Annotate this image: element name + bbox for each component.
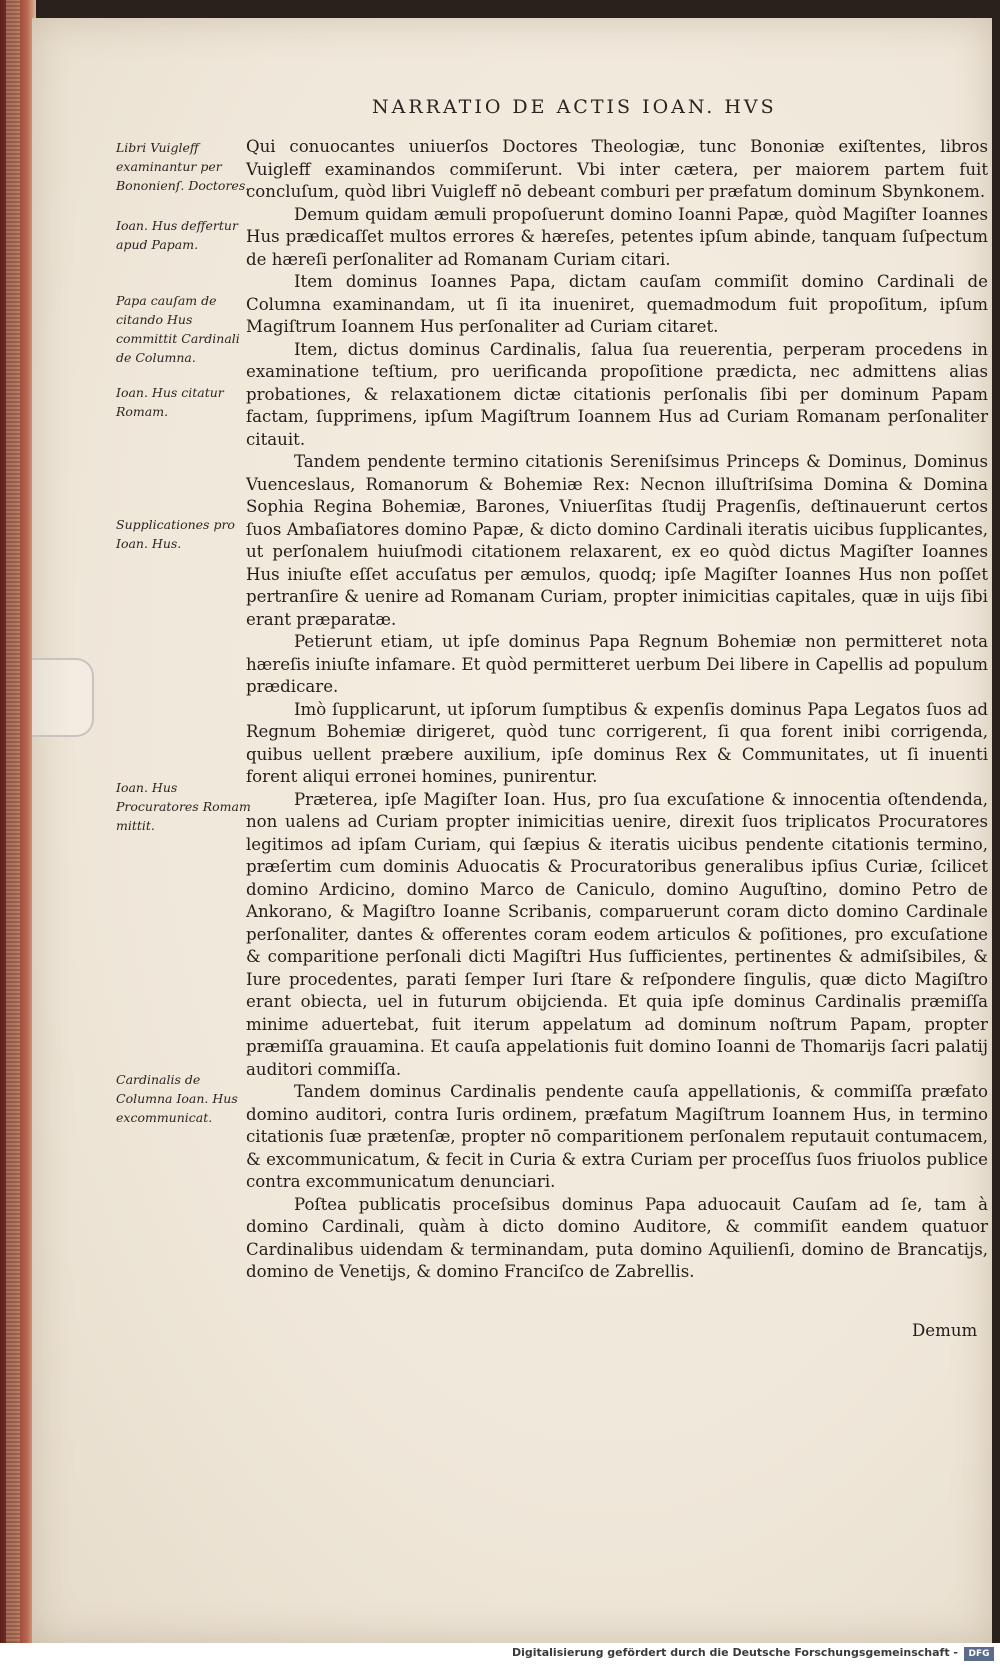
catchword: Demum [912,1321,978,1340]
side-note-5: Supplicationes pro Ioan. Hus. [116,517,235,551]
paragraph: Item dominus Ioannes Papa, dictam cauſam commiſit domino Cardinali de Columna examinandam, ut ſi ita inueniret, quemadmodum fuit propoſitum, ipſum Magiſtrum Ioannem Hus perſonaliter ad Curiam citaret. [246,272,988,336]
book-binding-edge [0,0,36,1665]
page-stack [6,0,20,1665]
side-note-7: Cardinalis de Columna Ioan. Hus excommunicat. [116,1072,238,1125]
paragraph: Imò ſupplicarunt, ut ipſorum ſumptibus & expenſis dominus Papa Legatos ſuos ad Regnum Bohemiæ dirigeret, quòd tunc corrigerent, ſi qua forent inibi corrigenda, quibus uellent præbere auxilium, ipſe dominus Rex & Communitates, ut ſi inuenti forent aliqui erronei homines, punirentur. [246,699,988,786]
paragraph: Demum quidam æmuli propoſuerunt domino Ioanni Papæ, quòd Magiſter Ioannes Hus prædicaſſet multos errores & hæreſes, petentes ipſum abinde, tanquam ſuſpectum de hæreſi perſonaliter ad Romanam Curiam citari. [246,204,988,269]
side-note-4: Ioan. Hus citatur Romam. [116,385,224,419]
paragraph: Tandem dominus Cardinalis pendente cauſa appellationis, & commiſſa præfato domino auditori, contra Iuris ordinem, præfatum Magiſtrum Ioannem Hus, in termino citationis ſuæ prætenſæ, propter nō comparitionem perſonalem reputauit contumacem, & excommunicatum, & fecit in Curia & extra Curiam per proceſſus ſuos friuolos publice contra excommunicatum denunciari. [246,1082,988,1191]
dfg-logo-icon: DFG [964,1647,994,1661]
side-note-1: Libri Vuigleff examinantur per Bononienſ. Doctores. [116,140,250,193]
book-page [32,18,992,1643]
paragraph: Tandem pendente termino citationis Sereniſsimus Princeps & Dominus, Dominus Vuenceslaus, Romanorum & Bohemiæ Rex: Necnon illuſtriſsima Domina & Domina Sophia Regina Bohemiæ, Barones, Vniuerſitas ſtudij Pragenſis, deſtinauerunt certos ſuos Ambaſiatores domino Papæ, & dicto domino Cardinali iteratis uicibus ſupplicantes, ut perſonalem huiuſmodi citationem relaxarent, ex eo quòd dictus Magiſter Ioannes Hus iniuſte eſſet accuſatus per æmulos, quodq; ipſe Magiſter Ioannes Hus non poſſet pertranſire & uenire ad Romanam Curiam, propter inimicitias capitales, quæ in uijs ſibi erant præparatæ. [246,452,988,629]
side-note-6: Ioan. Hus Procuratores Romam mittit. [116,780,251,833]
running-head: NARRATIO DE ACTIS IOAN. HVS [372,96,777,118]
bookmark-tab [32,658,94,737]
paragraph: Præterea, ipſe Magiſter Ioan. Hus, pro ſua excuſatione & innocentia oſtendenda, non ualens ad Curiam propter inimicitias uenire, direxit ſuos triplicatos Procuratores legitimos ad ipſam Curiam, qui ſæpius & iteratis uicibus pendente citationis termino, præſertim cum dominis Aduocatis & Procuratoribus generalibus ipſius Curiæ, ſcilicet domino Ardicino, domino Marco de Caniculo, domino Auguſtino, domino Petro de Ankorano, & Magiſtro Ioanne Scribanis, comparuerunt coram dicto domino Cardinale perſonaliter, dantes & offerentes coram eodem articulos & poſitiones, pro excuſatione & comparitione perſonali dicti Magiſtri Hus ſufficientes, pertinentes & admiſsibiles, & Iure procedentes, parati ſemper Iuri ſtare & reſpondere ſingulis, quæ dicto Magiſtro erant obiecta, uel in futurum obijcienda. Et quia ipſe dominus Cardinalis præmiſſa minime aduertebat, fuit iterum appelatum ad dominum noſtrum Papam, propter præmiſſa grauamina. Et cauſa appelationis fuit domino Ioanni de Thomarijs ſacri palatij auditori commiſſa. [246,789,988,1079]
digitization-footer [0,1643,1000,1665]
footer-credit: Digitalisierung gefördert durch die Deutsche Forschungsgemeinschaft - [511,1646,958,1659]
side-note-2: Ioan. Hus deffertur apud Papam. [116,218,238,252]
paragraph: Item, dictus dominus Cardinalis, ſalua ſua reuerentia, perperam procedens in examinatione teſtium, pro uerificanda propoſitione prædicta, nec admittens alias probationes, & relaxationem dictæ citationis perſonalis ſibi per dominum Papam factam, ſupprimens, ipſum Magiſtrum Ioannem Hus ad Curiam Romanam perſonaliter citauit. [246,339,988,449]
paragraph: Poſtea publicatis proceſsibus dominus Papa aduocauit Cauſam ad ſe, tam à domino Cardinali, quàm à dicto domino Auditore, & commiſit eandem quatuor Cardinalibus uidendam & terminandam, puta domino Aquilienſi, domino de Brancatijs, domino de Venetijs, & domino Franciſco de Zabrellis. [246,1194,988,1281]
paragraph: Qui conuocantes uniuerſos Doctores Theologiæ, tunc Bononiæ exiſtentes, libros Vuigleff examinandos commiſerunt. Vbi inter cætera, per maiorem partem fuit concluſum, quòd libri Vuigleff nō debeant comburi per præfatum dominum Sbynkonem. [246,137,988,201]
paragraph: Petierunt etiam, ut ipſe dominus Papa Regnum Bohemiæ non permitteret nota hæreſis iniuſte infamare. Et quòd permitteret uerbum Dei libere in Capellis ad populum prædicare. [246,632,988,696]
main-text [246,136,988,1284]
side-note-3: Papa cauſam de citando Hus committit Cardinali de Columna. [116,293,240,365]
